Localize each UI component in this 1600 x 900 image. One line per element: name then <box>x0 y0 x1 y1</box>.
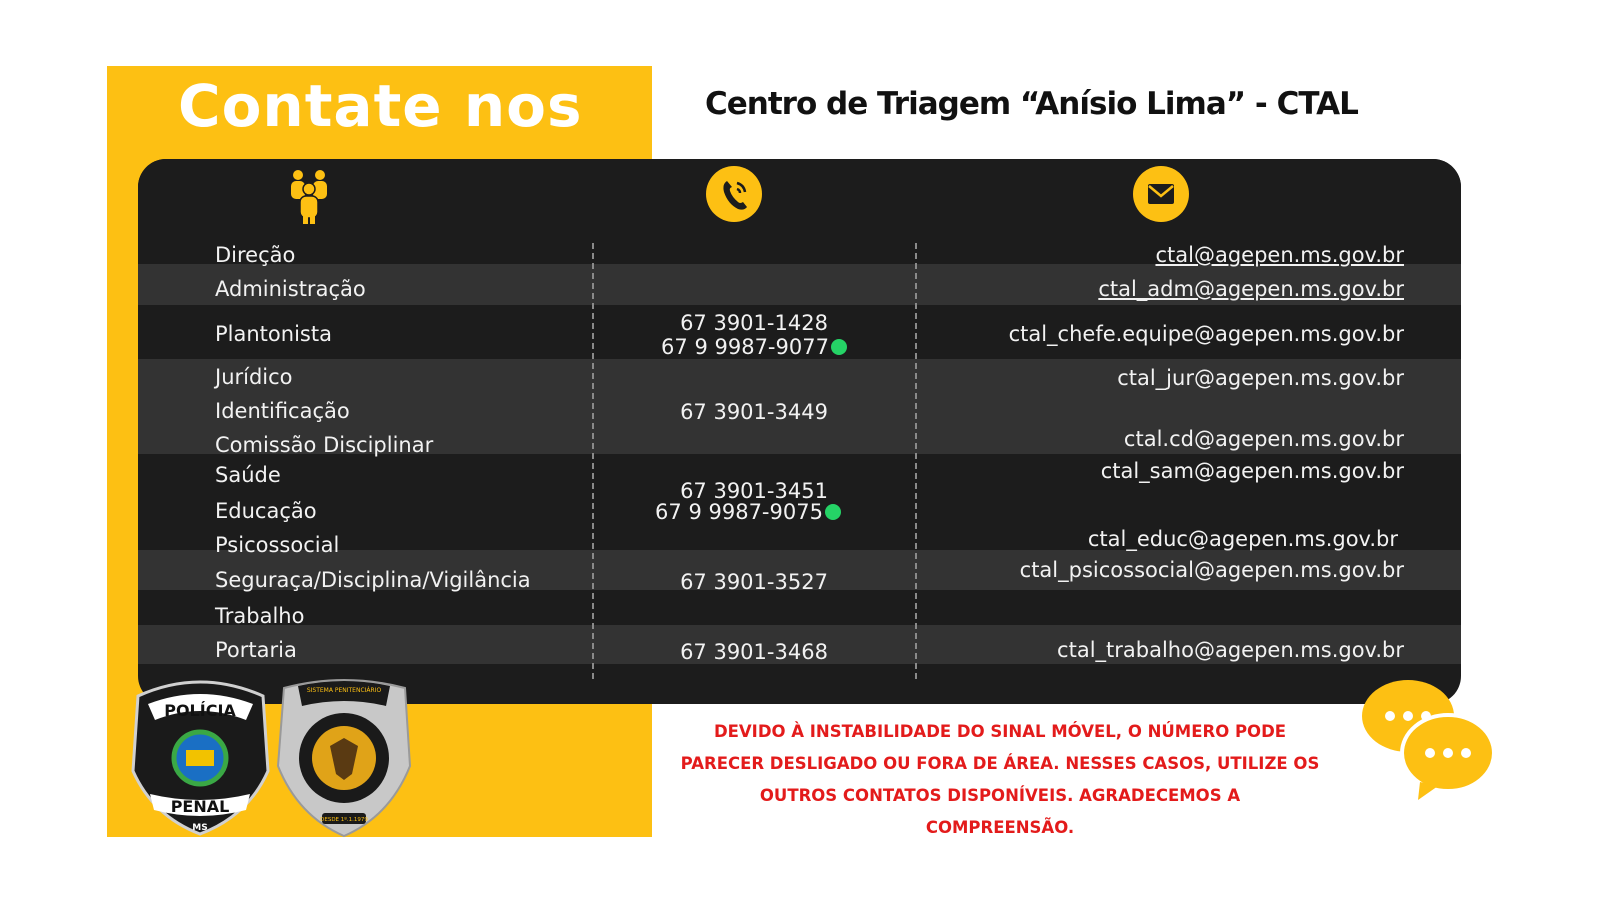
phone-number[interactable]: 67 3901-3451 <box>680 479 828 503</box>
notice-line: DEVIDO À INSTABILIDADE DO SINAL MÓVEL, O NÚMERO PODE <box>713 722 1287 741</box>
email-icon <box>1133 166 1189 226</box>
department-label: Jurídico <box>215 365 293 389</box>
column-divider <box>915 243 917 679</box>
email-link[interactable]: ctal_chefe.equipe@agepen.ms.gov.br <box>1008 322 1404 346</box>
column-divider <box>592 243 594 679</box>
logo-text-top: SISTEMA PENITENCIÁRIO <box>306 687 382 694</box>
policia-penal-logo <box>128 676 273 840</box>
email-link[interactable]: ctal_adm@agepen.ms.gov.br <box>1098 277 1404 301</box>
department-label: Psicossocial <box>215 533 340 557</box>
email-link[interactable]: ctal_jur@agepen.ms.gov.br <box>1117 366 1404 390</box>
logo-text-state: MS <box>192 823 208 833</box>
phone-number[interactable]: 67 9 9987-9077 <box>661 335 829 359</box>
contact-table <box>138 159 1461 704</box>
phone-number[interactable]: 67 3901-3527 <box>680 570 828 594</box>
notice-line: COMPREENSÃO. <box>925 818 1075 837</box>
notice-line: PARECER DESLIGADO OU FORA DE ÁREA. NESSES CASOS, UTILIZE OS <box>680 754 1320 773</box>
phone-number[interactable]: 67 3901-1428 <box>680 311 828 335</box>
department-label: Saúde <box>215 463 281 487</box>
phone-number[interactable]: 67 9 9987-9075 <box>655 500 823 524</box>
department-label: Trabalho <box>215 604 305 628</box>
logo-text-bottom: PENAL <box>170 797 230 816</box>
department-label: Comissão Disciplinar <box>215 433 434 457</box>
email-link[interactable]: ctal_sam@agepen.ms.gov.br <box>1100 459 1404 483</box>
notice-line: OUTROS CONTATOS DISPONÍVEIS. AGRADECEMOS A <box>759 786 1241 805</box>
table-row <box>138 590 1461 625</box>
department-label: Identificação <box>215 399 350 423</box>
phone-whatsapp[interactable] <box>594 335 914 359</box>
email-link[interactable]: ctal_psicossocial@agepen.ms.gov.br <box>1019 558 1404 582</box>
email-link[interactable]: ctal_educ@agepen.ms.gov.br <box>1087 527 1398 551</box>
department-label: Seguraça/Disciplina/Vigilância <box>215 568 531 592</box>
people-icon <box>288 167 330 229</box>
phone-icon <box>706 166 762 226</box>
phone-number[interactable]: 67 3901-3449 <box>680 400 828 424</box>
page-subtitle: Centro de Triagem “Anísio Lima” - CTAL <box>705 86 1358 122</box>
chat-bubbles-icon <box>1360 678 1500 807</box>
page-heading: Contate nos <box>178 72 583 140</box>
email-link[interactable]: ctal@agepen.ms.gov.br <box>1155 243 1404 267</box>
email-link[interactable]: ctal.cd@agepen.ms.gov.br <box>1123 427 1404 451</box>
logo-text-top: POLÍCIA <box>164 701 236 720</box>
sistema-penitenciario-logo <box>272 676 417 842</box>
logo-text-since: DESDE 1º.1.1979 <box>320 817 368 823</box>
department-label: Plantonista <box>215 322 332 346</box>
email-link[interactable]: ctal_trabalho@agepen.ms.gov.br <box>1057 638 1404 662</box>
whatsapp-icon <box>831 339 847 355</box>
instability-notice <box>680 716 1320 844</box>
department-label: Educação <box>215 499 317 523</box>
phone-number[interactable]: 67 3901-3468 <box>680 640 828 664</box>
whatsapp-icon <box>825 504 841 520</box>
department-label: Direção <box>215 243 296 267</box>
phone-whatsapp[interactable] <box>588 500 908 524</box>
department-label: Administração <box>215 277 366 301</box>
department-label: Portaria <box>215 638 297 662</box>
